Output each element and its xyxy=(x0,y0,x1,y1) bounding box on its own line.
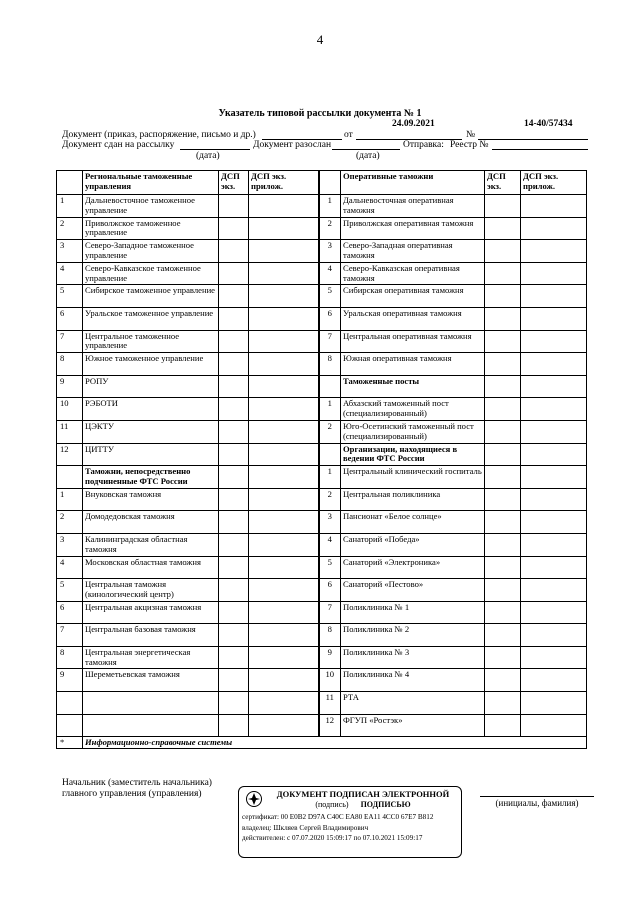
stamp-signature-word: ПОДПИСЬЮ xyxy=(360,800,411,809)
left-dsp-copies xyxy=(219,601,249,624)
left-organization: Северо-Западное таможенное управление xyxy=(83,240,219,263)
left-dsp-copies xyxy=(219,217,249,240)
header-num-left xyxy=(57,171,83,195)
right-organization: Поликлиника № 2 xyxy=(341,624,485,647)
right-organization: Центральный клинический госпиталь xyxy=(341,466,485,489)
left-dsp-attachments xyxy=(249,375,319,398)
left-organization: РЭБОТИ xyxy=(83,398,219,421)
right-dsp-attachments xyxy=(521,285,587,308)
table-row xyxy=(57,240,587,263)
validity-line: действителен: с 07.07.2020 15:09:17 по 07.10.2021 15:09:17 xyxy=(242,833,423,842)
right-row-number: 5 xyxy=(319,285,341,308)
left-row-number: 6 xyxy=(57,307,83,330)
right-row-number: 6 xyxy=(319,579,341,602)
right-organization: ФГУП «Ростэк» xyxy=(341,714,485,737)
left-dsp-copies xyxy=(219,443,249,466)
left-dsp-copies xyxy=(219,692,249,715)
table-row xyxy=(57,601,587,624)
right-row-number: 8 xyxy=(319,353,341,376)
stamp-subtitle xyxy=(267,800,459,809)
dispatch-label: Отправка: xyxy=(403,140,444,150)
right-dsp-copies xyxy=(485,285,521,308)
left-dsp-copies xyxy=(219,556,249,579)
left-dsp-copies xyxy=(219,285,249,308)
left-dsp-copies xyxy=(219,375,249,398)
right-row-number: 7 xyxy=(319,601,341,624)
left-dsp-copies xyxy=(219,398,249,421)
right-organization: Поликлиника № 3 xyxy=(341,646,485,669)
left-organization: Приволжское таможенное управление xyxy=(83,217,219,240)
right-organization: Южная оперативная таможня xyxy=(341,353,485,376)
document-reg-number: 14-40/57434 xyxy=(524,119,573,129)
right-dsp-copies xyxy=(485,579,521,602)
sent-for-distribution-label: Документ сдан на рассылку xyxy=(62,140,175,150)
right-organization: Дальневосточная оперативная таможня xyxy=(341,195,485,218)
initials-caption: (инициалы, фамилия) xyxy=(495,798,579,808)
right-dsp-copies xyxy=(485,420,521,443)
right-organization: Пансионат «Белое солнце» xyxy=(341,511,485,534)
left-row-number xyxy=(57,466,83,489)
right-dsp-copies xyxy=(485,330,521,353)
table-header-row xyxy=(57,171,587,195)
left-row-number xyxy=(57,714,83,737)
header-num-right xyxy=(319,171,341,195)
right-row-number: 3 xyxy=(319,511,341,534)
right-row-number xyxy=(319,443,341,466)
right-dsp-attachments xyxy=(521,420,587,443)
left-dsp-attachments xyxy=(249,669,319,692)
left-row-number: 7 xyxy=(57,330,83,353)
left-organization: Южное таможенное управление xyxy=(83,353,219,376)
document-title: Указатель типовой рассылки документа № 1 xyxy=(218,108,422,119)
date-caption-2: (дата) xyxy=(356,151,380,161)
table-row xyxy=(57,714,587,737)
left-dsp-copies xyxy=(219,262,249,285)
right-row-number: 5 xyxy=(319,556,341,579)
right-organization: Северо-Западная оперативная таможня xyxy=(341,240,485,263)
right-dsp-copies xyxy=(485,466,521,489)
left-dsp-copies xyxy=(219,579,249,602)
left-row-number: 4 xyxy=(57,262,83,285)
table-row xyxy=(57,669,587,692)
info-systems-label: Информационно-справочные системы xyxy=(83,737,587,749)
right-organization: Центральная оперативная таможня xyxy=(341,330,485,353)
registry-blank xyxy=(492,149,588,150)
table-row xyxy=(57,398,587,421)
left-dsp-attachments xyxy=(249,262,319,285)
right-dsp-attachments xyxy=(521,669,587,692)
left-dsp-attachments xyxy=(249,420,319,443)
left-row-number: 2 xyxy=(57,511,83,534)
left-dsp-copies xyxy=(219,240,249,263)
left-dsp-attachments xyxy=(249,217,319,240)
left-row-number: 8 xyxy=(57,353,83,376)
document-type-label: Документ (приказ, распоряжение, письмо и др.) xyxy=(62,130,256,140)
right-dsp-copies xyxy=(485,353,521,376)
right-dsp-attachments xyxy=(521,262,587,285)
certificate-line: сертификат: 00 E0B2 D97A C40C EA80 EA11 4CC0 67E7 B812 xyxy=(242,813,434,821)
emblem-icon xyxy=(245,790,263,808)
stamp-signature-caption: (подпись) xyxy=(315,800,349,809)
left-organization: Северо-Кавказское таможенное управление xyxy=(83,262,219,285)
table-row xyxy=(57,692,587,715)
left-dsp-copies xyxy=(219,488,249,511)
left-dsp-copies xyxy=(219,714,249,737)
date-caption-1: (дата) xyxy=(196,151,220,161)
right-organization: Юго-Осетинский таможенный пост (специализированный) xyxy=(341,420,485,443)
right-dsp-attachments xyxy=(521,511,587,534)
left-row-number: 2 xyxy=(57,217,83,240)
right-row-number: 2 xyxy=(319,488,341,511)
left-row-number: 1 xyxy=(57,488,83,511)
right-row-number: 1 xyxy=(319,466,341,489)
distributed-label: Документ разослан xyxy=(253,140,332,150)
right-dsp-attachments xyxy=(521,353,587,376)
left-dsp-copies xyxy=(219,195,249,218)
table-row xyxy=(57,420,587,443)
left-organization: Московская областная таможня xyxy=(83,556,219,579)
right-row-number: 2 xyxy=(319,420,341,443)
table-row xyxy=(57,511,587,534)
left-row-number: 11 xyxy=(57,420,83,443)
left-dsp-copies xyxy=(219,420,249,443)
stamp-details xyxy=(242,813,458,843)
right-organization: Санаторий «Пестово» xyxy=(341,579,485,602)
header-operative-customs: Оперативные таможни xyxy=(341,171,485,195)
right-row-number: 12 xyxy=(319,714,341,737)
right-dsp-copies xyxy=(485,307,521,330)
left-dsp-attachments xyxy=(249,466,319,489)
left-row-number: 3 xyxy=(57,240,83,263)
left-dsp-copies xyxy=(219,330,249,353)
left-dsp-copies xyxy=(219,669,249,692)
right-dsp-attachments xyxy=(521,488,587,511)
left-row-number: 4 xyxy=(57,556,83,579)
right-dsp-attachments xyxy=(521,330,587,353)
right-dsp-copies xyxy=(485,556,521,579)
left-organization: Калининградская областная таможня xyxy=(83,533,219,556)
left-organization: Дальневосточное таможенное управление xyxy=(83,195,219,218)
right-organization: Поликлиника № 4 xyxy=(341,669,485,692)
left-dsp-attachments xyxy=(249,353,319,376)
right-dsp-attachments xyxy=(521,195,587,218)
table-row xyxy=(57,375,587,398)
right-dsp-copies xyxy=(485,488,521,511)
right-dsp-attachments xyxy=(521,601,587,624)
left-dsp-attachments xyxy=(249,511,319,534)
left-dsp-copies xyxy=(219,307,249,330)
table-row xyxy=(57,262,587,285)
right-organization: Санаторий «Электроника» xyxy=(341,556,485,579)
registry-label: Реестр № xyxy=(450,140,489,150)
left-row-number xyxy=(57,692,83,715)
right-row-number: 10 xyxy=(319,669,341,692)
left-row-number: 9 xyxy=(57,669,83,692)
initials-line xyxy=(480,796,594,797)
owner-line: владелец: Шкляев Сергей Владимирович xyxy=(242,823,369,832)
left-organization: Центральная таможня (кинологический центр) xyxy=(83,579,219,602)
left-dsp-copies xyxy=(219,511,249,534)
right-dsp-copies xyxy=(485,692,521,715)
table-row xyxy=(57,307,587,330)
right-dsp-attachments xyxy=(521,533,587,556)
header-dsp-attachments-left: ДСП экз. прилож. xyxy=(249,171,319,195)
left-dsp-attachments xyxy=(249,579,319,602)
left-dsp-attachments xyxy=(249,307,319,330)
right-dsp-copies xyxy=(485,240,521,263)
header-dsp-attachments-right: ДСП экз. прилож. xyxy=(521,171,587,195)
left-dsp-attachments xyxy=(249,624,319,647)
left-row-number: 8 xyxy=(57,646,83,669)
right-dsp-copies xyxy=(485,398,521,421)
left-dsp-attachments xyxy=(249,556,319,579)
number-blank xyxy=(478,139,588,140)
left-row-number: 3 xyxy=(57,533,83,556)
left-organization: Центральная базовая таможня xyxy=(83,624,219,647)
right-dsp-copies xyxy=(485,262,521,285)
distributed-date-blank xyxy=(332,149,400,150)
left-dsp-copies xyxy=(219,646,249,669)
left-dsp-copies xyxy=(219,353,249,376)
left-dsp-attachments xyxy=(249,240,319,263)
right-organization: Северо-Кавказская оперативная таможня xyxy=(341,262,485,285)
right-row-number xyxy=(319,375,341,398)
right-dsp-attachments xyxy=(521,217,587,240)
right-organization: Сибирская оперативная таможня xyxy=(341,285,485,308)
left-dsp-attachments xyxy=(249,533,319,556)
left-dsp-attachments xyxy=(249,195,319,218)
left-dsp-attachments xyxy=(249,398,319,421)
stamp-title: ДОКУМЕНТ ПОДПИСАН ЭЛЕКТРОННОЙ xyxy=(276,789,450,799)
from-label: от xyxy=(344,130,353,140)
right-dsp-copies xyxy=(485,624,521,647)
right-dsp-copies xyxy=(485,195,521,218)
right-dsp-attachments xyxy=(521,579,587,602)
table-row xyxy=(57,579,587,602)
table-row xyxy=(57,195,587,218)
electronic-signature-stamp xyxy=(238,786,462,858)
right-organization: Таможенные посты xyxy=(341,375,485,398)
left-dsp-attachments xyxy=(249,443,319,466)
signer-position xyxy=(62,778,212,800)
right-dsp-copies xyxy=(485,533,521,556)
table-row xyxy=(57,330,587,353)
left-row-number: 7 xyxy=(57,624,83,647)
right-dsp-copies xyxy=(485,217,521,240)
right-dsp-attachments xyxy=(521,466,587,489)
right-row-number: 9 xyxy=(319,646,341,669)
left-organization: Внуковская таможня xyxy=(83,488,219,511)
left-organization: Домодедовская таможня xyxy=(83,511,219,534)
table-row-info-systems xyxy=(57,737,587,749)
right-dsp-attachments xyxy=(521,375,587,398)
number-label: № xyxy=(466,130,476,140)
right-row-number: 4 xyxy=(319,262,341,285)
left-organization: Центральное таможенное управление xyxy=(83,330,219,353)
left-organization: Сибирское таможенное управление xyxy=(83,285,219,308)
table-row xyxy=(57,624,587,647)
right-organization: РТА xyxy=(341,692,485,715)
header-dsp-copies-left: ДСП экз. xyxy=(219,171,249,195)
right-dsp-attachments xyxy=(521,646,587,669)
right-row-number: 1 xyxy=(319,398,341,421)
right-dsp-copies xyxy=(485,601,521,624)
right-row-number: 6 xyxy=(319,307,341,330)
left-dsp-attachments xyxy=(249,488,319,511)
right-dsp-attachments xyxy=(521,240,587,263)
right-organization: Уральская оперативная таможня xyxy=(341,307,485,330)
table-row xyxy=(57,533,587,556)
table-row xyxy=(57,443,587,466)
left-row-number: 5 xyxy=(57,579,83,602)
right-organization: Приволжская оперативная таможня xyxy=(341,217,485,240)
left-organization: Центральная энергетическая таможня xyxy=(83,646,219,669)
left-dsp-attachments xyxy=(249,285,319,308)
left-row-number: 1 xyxy=(57,195,83,218)
right-dsp-copies xyxy=(485,714,521,737)
page-number: 4 xyxy=(316,32,324,47)
left-dsp-copies xyxy=(219,466,249,489)
left-row-number: 10 xyxy=(57,398,83,421)
table-row xyxy=(57,488,587,511)
right-dsp-attachments xyxy=(521,692,587,715)
right-row-number: 1 xyxy=(319,195,341,218)
header-regional-customs: Региональные таможенные управления xyxy=(83,171,219,195)
right-dsp-copies xyxy=(485,511,521,534)
right-dsp-copies xyxy=(485,443,521,466)
right-row-number: 2 xyxy=(319,217,341,240)
info-systems-mark: * xyxy=(57,737,83,749)
left-row-number: 12 xyxy=(57,443,83,466)
left-dsp-attachments xyxy=(249,601,319,624)
left-organization: Уральское таможенное управление xyxy=(83,307,219,330)
sent-date-blank xyxy=(180,149,250,150)
right-dsp-attachments xyxy=(521,307,587,330)
left-dsp-copies xyxy=(219,533,249,556)
left-row-number: 6 xyxy=(57,601,83,624)
right-row-number: 3 xyxy=(319,240,341,263)
right-dsp-attachments xyxy=(521,398,587,421)
table-row xyxy=(57,285,587,308)
right-row-number: 8 xyxy=(319,624,341,647)
right-dsp-copies xyxy=(485,375,521,398)
signer-line-1: Начальник (заместитель начальника) xyxy=(62,778,212,788)
right-organization: Абхазский таможенный пост (специализированный) xyxy=(341,398,485,421)
right-dsp-copies xyxy=(485,646,521,669)
left-organization: РОПУ xyxy=(83,375,219,398)
left-row-number: 9 xyxy=(57,375,83,398)
right-organization: Поликлиника № 1 xyxy=(341,601,485,624)
right-dsp-attachments xyxy=(521,443,587,466)
right-row-number: 11 xyxy=(319,692,341,715)
left-dsp-copies xyxy=(219,624,249,647)
left-organization: Таможни, непосредственно подчиненные ФТС России xyxy=(83,466,219,489)
left-dsp-attachments xyxy=(249,330,319,353)
right-dsp-attachments xyxy=(521,556,587,579)
left-organization: Центральная акцизная таможня xyxy=(83,601,219,624)
signer-line-2: главного управления (управления) xyxy=(62,789,202,799)
left-dsp-attachments xyxy=(249,714,319,737)
left-row-number: 5 xyxy=(57,285,83,308)
left-organization xyxy=(83,714,219,737)
right-organization: Центральная поликлиника xyxy=(341,488,485,511)
right-organization: Санаторий «Победа» xyxy=(341,533,485,556)
right-dsp-copies xyxy=(485,669,521,692)
right-row-number: 7 xyxy=(319,330,341,353)
table-row xyxy=(57,217,587,240)
left-dsp-attachments xyxy=(249,646,319,669)
table-row xyxy=(57,556,587,579)
header-dsp-copies-right: ДСП экз. xyxy=(485,171,521,195)
left-organization xyxy=(83,692,219,715)
distribution-table xyxy=(56,170,587,749)
left-organization: ЦИТТУ xyxy=(83,443,219,466)
right-dsp-attachments xyxy=(521,714,587,737)
left-organization: Шереметьевская таможня xyxy=(83,669,219,692)
right-row-number: 4 xyxy=(319,533,341,556)
right-dsp-attachments xyxy=(521,624,587,647)
table-row xyxy=(57,353,587,376)
left-organization: ЦЭКТУ xyxy=(83,420,219,443)
document-date: 24.09.2021 xyxy=(392,119,435,129)
right-organization: Организации, находящиеся в ведении ФТС России xyxy=(341,443,485,466)
table-row xyxy=(57,466,587,489)
left-dsp-attachments xyxy=(249,692,319,715)
table-row xyxy=(57,646,587,669)
